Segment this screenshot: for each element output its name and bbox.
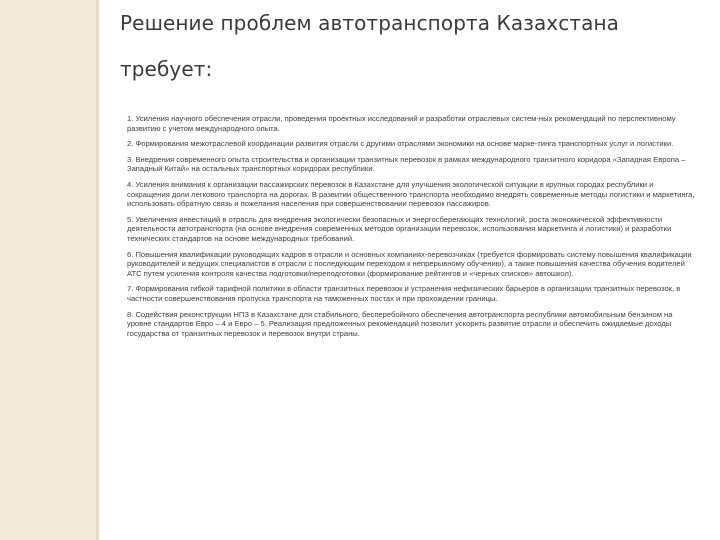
list-item: 5. Увеличения инвестиций в отрасль для внедрения экологически безопасных и энергосберегающих технологий, роста экономической эффективности деятельности автотранспорта (на основе внедрения современных методов организации перевозок, использования маркетинга и логистики) и разработки технических стандартов на основе международных требований. bbox=[127, 214, 672, 243]
list-item: 1. Усиления научного обеспечения отрасли, проведения проектных исследований и разработки отраслевых систем-ных рекомендаций по перспективному развитию с учетом международного опыта. bbox=[127, 114, 676, 133]
list-item: 7. Формирования гибкой тарифной политики в области транзитных перевозок и устранения нефизических барьеров в организации транзитных перевозок, в частности совершенствования пропуска транспорта на таможенных постах и при прохождении границы. bbox=[127, 284, 681, 303]
list-item: 3. Внедрения современного опыта строительства и организации транзитных перевозок в рамках международного транзитного коридора «Западная Европа – Западный Китай» на остальных транспортных коридорах республики. bbox=[127, 154, 686, 174]
list-item: 8. Содействия реконструкции НПЗ в Казахстане для стабильного, бесперебойного обеспечения автотранспорта республики автомобильным бензином на уровне стандартов Евро – 4 и Евро – 5. Реализация предложенных рекомендаций позволит ускорить развитие отрасли и обеспечить ожидаемые доходы государства от транзитных перевозок и перевозок внутри страны. bbox=[127, 309, 673, 338]
list-item: 6. Повышения квалификации руководящих кадров в отрасли и основных компаниях-перевозчиках (требуется формировать систему повышения квалификации руководителей и ведущих специалистов в отрасли с последующим переходом к непрерывному обучению), а также повышения качества обучения водителей АТС путем усиления контроля качества подготовки/переподготовки (формирование рейтингов и «черных списков» автошкол). bbox=[127, 249, 692, 278]
list-item: 2. Формирования межотраслевой координации развития отрасли с другими отраслями экономики на основе марке-тинга транспортных услуг и логистики. bbox=[127, 139, 674, 149]
decorative-left-bar bbox=[0, 0, 96, 540]
list-item: 4. Усиления внимания к организации пассажирских перевозок в Казахстане для улучшения экологической ситуации в крупных городах республики и сокращения доли легкового транспорта на дорогах. В развитии общественного транспорта необходимо внедрять современные методы логистики и маркетинга, использовать обратную связь и пожелания населения при совершенствовании перевозок пассажиров. bbox=[127, 179, 695, 209]
slide-title: Решение проблем автотранспорта Казахстана требует: bbox=[120, 11, 619, 81]
decorative-left-bar-edge bbox=[96, 0, 99, 540]
recommendation-list bbox=[127, 114, 697, 344]
